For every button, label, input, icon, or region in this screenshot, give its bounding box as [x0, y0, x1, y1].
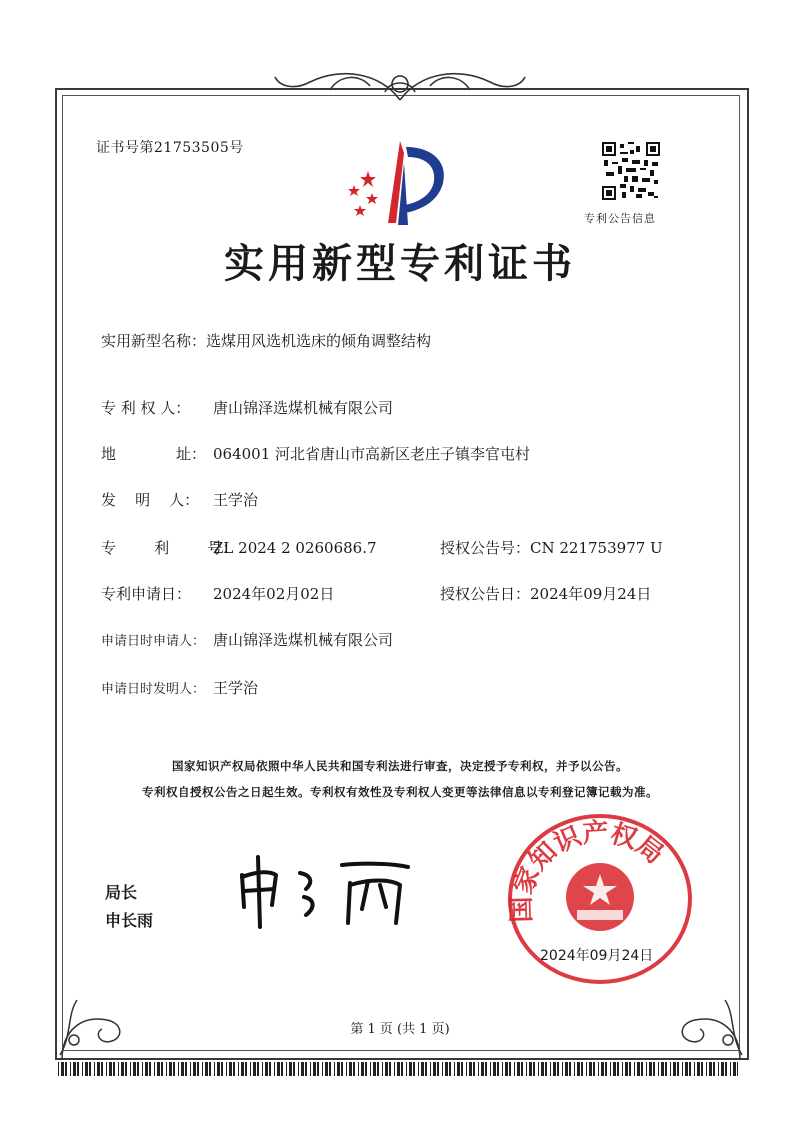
field-patent-number — [101, 537, 377, 558]
field-value: 王学治 — [213, 679, 259, 697]
seal-date: 2024年09月24日 — [540, 948, 654, 964]
field-inventor — [101, 489, 258, 510]
field-value: 2024年09月24日 — [530, 585, 652, 603]
field-label: 专 利 号： — [101, 539, 238, 557]
field-value: 唐山锦泽选煤机械有限公司 — [213, 399, 394, 417]
cnipa-logo-icon — [338, 133, 458, 233]
field-inventor-at-filing — [101, 677, 258, 698]
field-label: 实用新型名称： — [101, 332, 207, 350]
field-patentee — [101, 397, 393, 418]
field-label: 发 明 人： — [101, 491, 200, 509]
field-value: CN 221753977 U — [530, 539, 663, 557]
certificate-title: 实用新型专利证书 — [224, 241, 576, 287]
field-value: 王学治 — [213, 491, 259, 509]
field-label: 地 — [101, 445, 117, 463]
field-label: 专利申请日： — [101, 585, 192, 603]
seal-text: 国家知识产权局 — [506, 817, 669, 923]
field-label: 址： — [176, 445, 207, 463]
field-applicant-at-filing — [101, 629, 393, 650]
notice-line-1: 国家知识产权局依照中华人民共和国专利法进行审查，决定授予专利权，并予以公告。 — [172, 759, 628, 773]
page-number: 第 1 页 (共 1 页) — [350, 1022, 450, 1037]
field-value: 唐山锦泽选煤机械有限公司 — [213, 631, 394, 649]
field-label: 授权公告日： — [440, 585, 531, 603]
qr-code-icon — [602, 142, 660, 200]
field-value: 选煤用风选机选床的倾角调整结构 — [206, 332, 432, 350]
field-filing-date — [101, 583, 334, 604]
field-value: 064001 河北省唐山市高新区老庄子镇李官屯村 — [213, 445, 531, 463]
director-name: 申长雨 — [105, 911, 154, 930]
field-value: ZL 2024 2 0260686.7 — [213, 539, 377, 557]
field-utility-model-name — [101, 330, 431, 351]
director-title: 局长 — [105, 883, 138, 902]
field-grant-publication-number — [440, 537, 663, 558]
qr-label: 专利公告信息 — [584, 212, 656, 225]
top-ornament — [270, 62, 530, 104]
field-label: 申请日时申请人： — [101, 634, 206, 649]
certificate-number: 证书号第21753505号 — [96, 140, 244, 156]
field-grant-publication-date — [440, 583, 651, 604]
field-value: 2024年02月02日 — [213, 585, 335, 603]
director-signature — [230, 845, 420, 935]
field-label: 专 利 权 人： — [101, 399, 191, 417]
barcode-icon — [58, 1062, 738, 1076]
field-address — [101, 443, 530, 464]
field-label: 申请日时发明人： — [101, 682, 206, 697]
notice-line-2: 专利权自授权公告之日起生效。专利权有效性及专利权人变更等法律信息以专利登记簿记载为准。 — [142, 785, 658, 799]
field-label: 授权公告号： — [440, 539, 531, 557]
